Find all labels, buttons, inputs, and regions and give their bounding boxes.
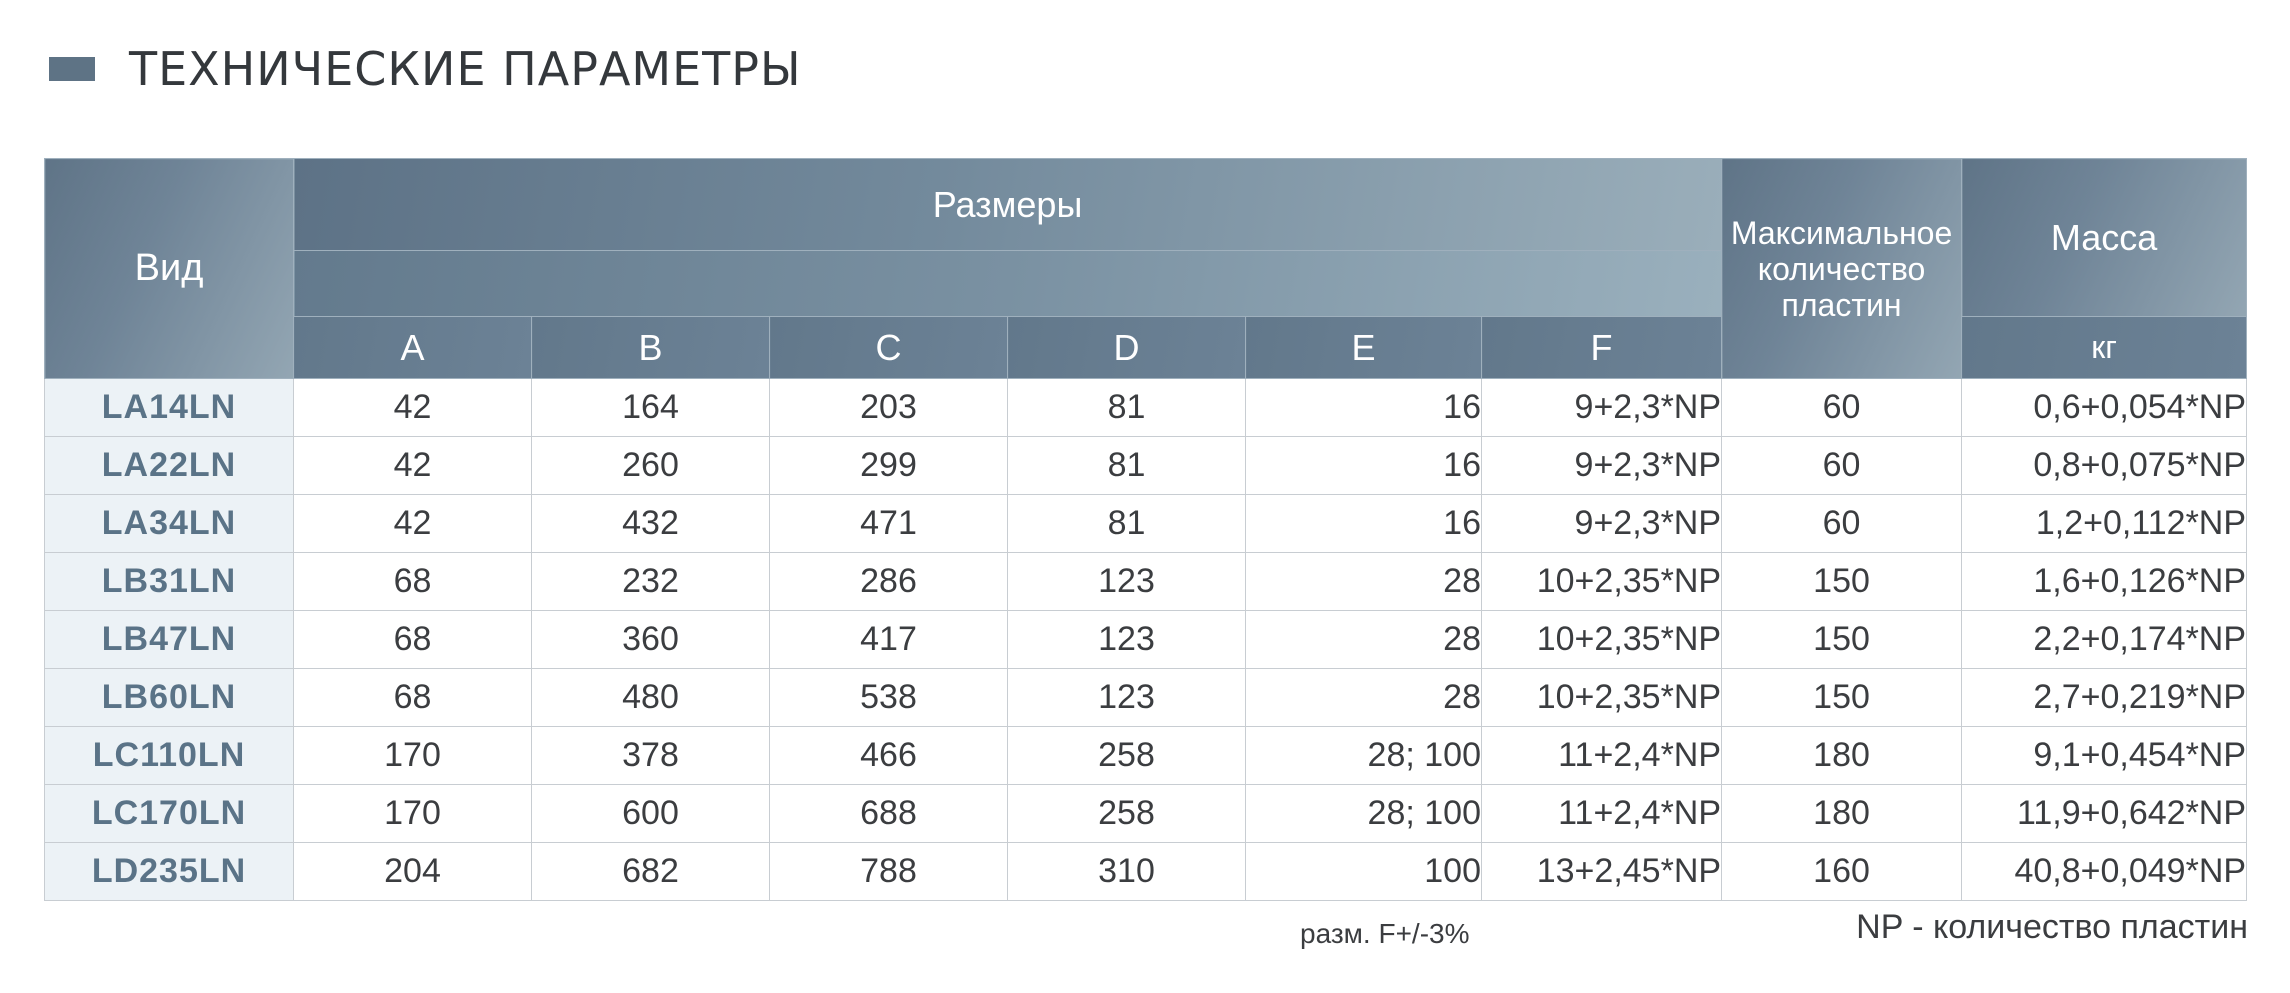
cell-mass: 2,2+0,174*NP [1962, 611, 2247, 669]
cell-f: 10+2,35*NP [1482, 553, 1722, 611]
cell-mass: 40,8+0,049*NP [1962, 843, 2247, 901]
cell-c: 299 [770, 437, 1008, 495]
cell-c: 688 [770, 785, 1008, 843]
cell-mass: 9,1+0,454*NP [1962, 727, 2247, 785]
spec-table [44, 158, 2247, 901]
cell-c: 417 [770, 611, 1008, 669]
table-row [45, 669, 2247, 727]
cell-max-plates: 150 [1722, 553, 1962, 611]
cell-f: 10+2,35*NP [1482, 611, 1722, 669]
header-col-a: A [294, 317, 532, 379]
header-max-plates [1722, 159, 1962, 379]
cell-b: 164 [532, 379, 770, 437]
cell-mass: 0,8+0,075*NP [1962, 437, 2247, 495]
cell-model: LB47LN [45, 611, 294, 669]
tolerance-note: разм. F+/-3% [1300, 918, 1470, 949]
cell-max-plates: 180 [1722, 785, 1962, 843]
cell-c: 203 [770, 379, 1008, 437]
cell-b: 360 [532, 611, 770, 669]
cell-d: 258 [1008, 727, 1246, 785]
cell-e: 28 [1246, 553, 1482, 611]
header-type: Вид [45, 159, 294, 379]
header-sizes-spacer [294, 251, 1722, 317]
table-row [45, 553, 2247, 611]
header-max-plates-line1: Максимальное [1730, 214, 1953, 251]
cell-d: 310 [1008, 843, 1246, 901]
table-body [45, 379, 2247, 901]
cell-b: 432 [532, 495, 770, 553]
cell-e: 100 [1246, 843, 1482, 901]
cell-mass: 1,6+0,126*NP [1962, 553, 2247, 611]
cell-max-plates: 60 [1722, 379, 1962, 437]
cell-a: 42 [294, 379, 532, 437]
cell-max-plates: 180 [1722, 727, 1962, 785]
header-col-c: C [770, 317, 1008, 379]
table-row [45, 785, 2247, 843]
cell-a: 42 [294, 495, 532, 553]
cell-max-plates: 150 [1722, 669, 1962, 727]
table-header [45, 159, 2247, 379]
cell-mass: 2,7+0,219*NP [1962, 669, 2247, 727]
cell-d: 123 [1008, 669, 1246, 727]
cell-max-plates: 150 [1722, 611, 1962, 669]
cell-model: LC170LN [45, 785, 294, 843]
cell-c: 471 [770, 495, 1008, 553]
cell-b: 260 [532, 437, 770, 495]
cell-max-plates: 60 [1722, 495, 1962, 553]
cell-a: 170 [294, 727, 532, 785]
cell-f: 11+2,4*NP [1482, 727, 1722, 785]
cell-e: 28 [1246, 669, 1482, 727]
np-legend-note: NP - количество пластин [1856, 908, 2248, 946]
cell-a: 204 [294, 843, 532, 901]
cell-a: 68 [294, 553, 532, 611]
table-row [45, 495, 2247, 553]
cell-e: 28; 100 [1246, 727, 1482, 785]
cell-b: 378 [532, 727, 770, 785]
cell-mass: 1,2+0,112*NP [1962, 495, 2247, 553]
cell-model: LB60LN [45, 669, 294, 727]
cell-a: 68 [294, 611, 532, 669]
title-square-marker [49, 57, 95, 81]
title-block [49, 38, 802, 100]
cell-max-plates: 160 [1722, 843, 1962, 901]
cell-f: 10+2,35*NP [1482, 669, 1722, 727]
cell-e: 16 [1246, 379, 1482, 437]
cell-f: 13+2,45*NP [1482, 843, 1722, 901]
cell-f: 9+2,3*NP [1482, 437, 1722, 495]
cell-model: LB31LN [45, 553, 294, 611]
table-row [45, 611, 2247, 669]
cell-mass: 11,9+0,642*NP [1962, 785, 2247, 843]
cell-a: 170 [294, 785, 532, 843]
cell-max-plates: 60 [1722, 437, 1962, 495]
cell-c: 788 [770, 843, 1008, 901]
cell-model: LA34LN [45, 495, 294, 553]
table-row [45, 727, 2247, 785]
cell-e: 28; 100 [1246, 785, 1482, 843]
table-row [45, 843, 2247, 901]
cell-e: 16 [1246, 437, 1482, 495]
cell-d: 258 [1008, 785, 1246, 843]
header-col-b: B [532, 317, 770, 379]
header-mass: Масса [1962, 159, 2247, 317]
cell-d: 81 [1008, 495, 1246, 553]
page-title: ТЕХНИЧЕСКИЕ ПАРАМЕТРЫ [129, 42, 802, 96]
cell-a: 42 [294, 437, 532, 495]
cell-b: 480 [532, 669, 770, 727]
cell-c: 466 [770, 727, 1008, 785]
cell-f: 9+2,3*NP [1482, 495, 1722, 553]
cell-d: 123 [1008, 611, 1246, 669]
cell-d: 81 [1008, 379, 1246, 437]
header-col-e: E [1246, 317, 1482, 379]
cell-b: 232 [532, 553, 770, 611]
cell-model: LA22LN [45, 437, 294, 495]
header-mass-unit: кг [1962, 317, 2247, 379]
header-max-plates-line2: количество [1757, 250, 1926, 287]
header-max-plates-line3: пластин [1781, 286, 1902, 323]
cell-f: 11+2,4*NP [1482, 785, 1722, 843]
cell-d: 81 [1008, 437, 1246, 495]
cell-b: 682 [532, 843, 770, 901]
cell-model: LA14LN [45, 379, 294, 437]
cell-b: 600 [532, 785, 770, 843]
cell-c: 286 [770, 553, 1008, 611]
cell-c: 538 [770, 669, 1008, 727]
cell-a: 68 [294, 669, 532, 727]
cell-model: LD235LN [45, 843, 294, 901]
header-col-f: F [1482, 317, 1722, 379]
cell-mass: 0,6+0,054*NP [1962, 379, 2247, 437]
header-col-d: D [1008, 317, 1246, 379]
table-row [45, 437, 2247, 495]
table-row [45, 379, 2247, 437]
cell-model: LC110LN [45, 727, 294, 785]
cell-e: 16 [1246, 495, 1482, 553]
header-sizes: Размеры [294, 159, 1722, 251]
cell-f: 9+2,3*NP [1482, 379, 1722, 437]
cell-e: 28 [1246, 611, 1482, 669]
cell-d: 123 [1008, 553, 1246, 611]
